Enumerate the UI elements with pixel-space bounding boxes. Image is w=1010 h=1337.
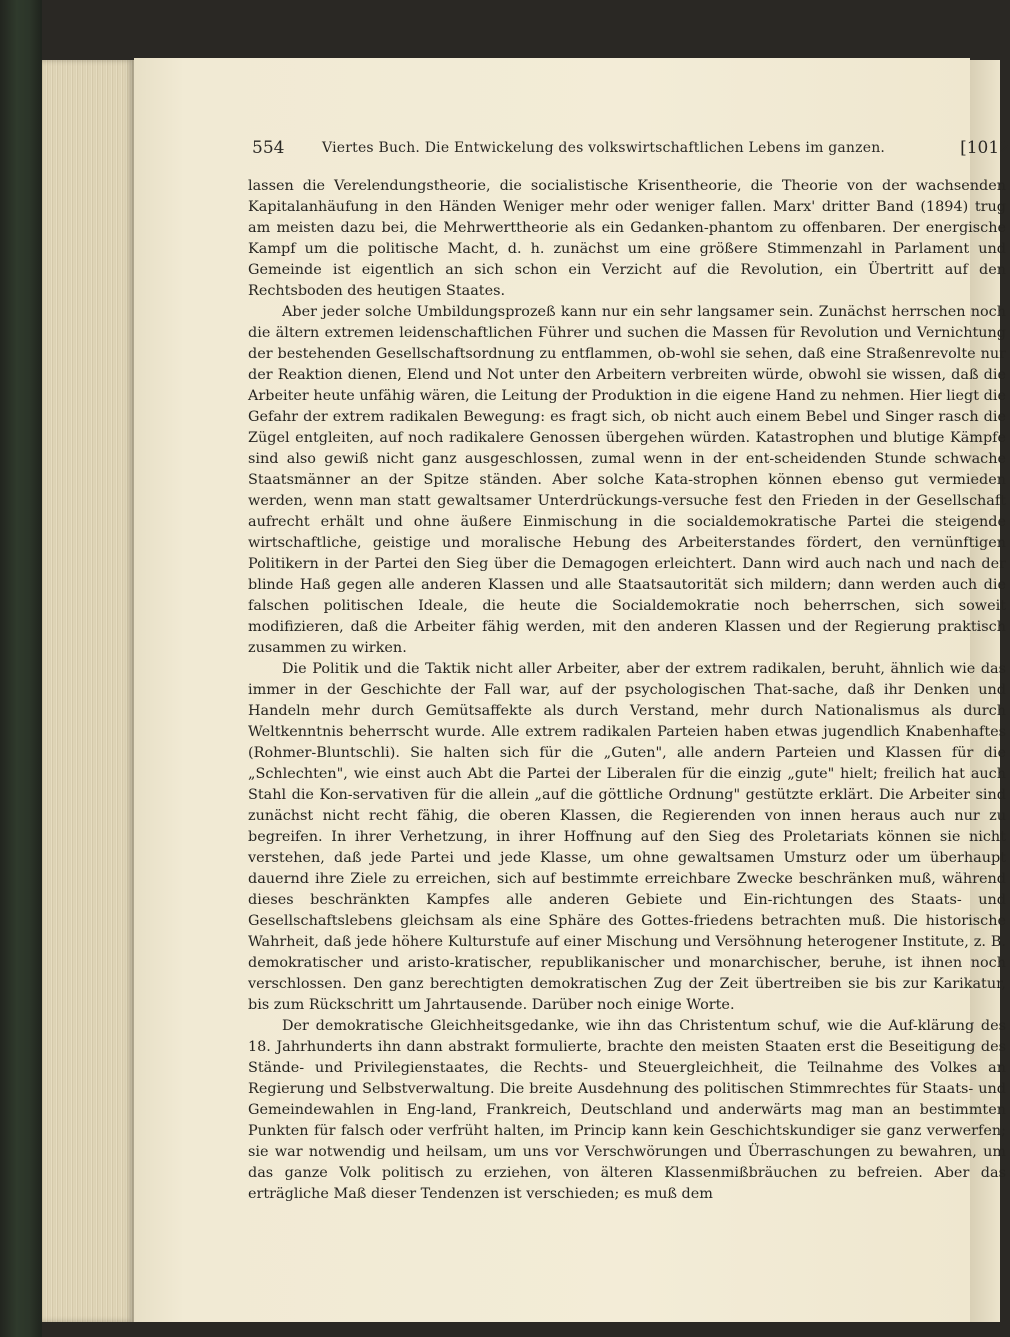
running-title: Viertes Buch. Die Entwickelung des volkswirtschaftlichen Lebens im ganzen. — [322, 140, 886, 156]
original-page-number: [1012 — [960, 138, 1010, 158]
page-number: 554 — [252, 138, 285, 158]
paragraph: Der demokratische Gleichheitsgedanke, wie ihn das Christentum schuf, wie die Auf-klärung des 18. Jahrhunderts ihn dann abstrakt formulierte, brachte den meisten Staaten erst die Beseitigung des Stände- und Privilegienstaates, die Rechts- und Steuergleichheit, die Teilnahme des Volkes an Regierung und Selbstverwaltung. Die breite Ausdehnung des politischen Stimmrechtes für Staats- und Gemeindewahlen in Eng-land, Frankreich, Deutschland und anderwärts mag man an bestimmten Punkten für falsch oder verfrüht halten, im Princip kann kein Geschichtskundiger sie ganz verwerfen; sie war notwendig und heilsam, um uns vor Verschwörungen und Überraschungen zu bewahren, um das ganze Volk politisch zu erziehen, von älteren Klassenmißbräuchen zu befreien. Aber das erträgliche Maß dieser Tendenzen ist verschieden; es muß dem — [248, 1018, 1006, 1202]
book-spine — [0, 0, 42, 1337]
page-edges — [42, 60, 134, 1322]
body-text — [248, 176, 1006, 1205]
book-page — [134, 58, 1010, 1322]
running-head — [252, 138, 1010, 166]
paragraph: Die Politik und die Taktik nicht aller Arbeiter, aber der extrem radikalen, beruht, ähnlich wie das immer in der Geschichte der Fall war, auf der psychologischen That-sache, daß ihr Denken und Handeln mehr durch Gemütsaffekte als durch Verstand, mehr durch Nationalismus als durch Weltkenntnis beherrscht wurde. Alle extrem radikalen Parteien haben etwas jugendlich Knabenhaftes (Rohmer-Bluntschli). Sie halten sich für die „Guten", alle andern Parteien und Klassen für die „Schlechten", wie einst auch Abt die Partei der Liberalen für die einzig „gute" hielt; freilich hat auch Stahl die Kon-servativen für die allein „auf die göttliche Ordnung" gestützte erklärt. Die Arbeiter sind zunächst nicht recht fähig, die oberen Klassen, die Regierenden von innen heraus auch nur zu begreifen. In ihrer Verhetzung, in ihrer Hoffnung auf den Sieg des Proletariats können sie nicht verstehen, daß jede Partei und jede Klasse, um ohne gewaltsamen Umsturz oder um überhaupt dauernd ihre Ziele zu erreichen, sich auf bestimmte erreichbare Zwecke beschränken muß, während dieses beschränkten Kampfes alle anderen Gebiete und Ein-richtungen des Staats- und Gesellschaftslebens gleichsam als eine Sphäre des Gottes-friedens betrachten muß. Die historische Wahrheit, daß jede höhere Kulturstufe auf einer Mischung und Versöhnung heterogener Institute, z. B. demokratischer und aristo-kratischer, republikanischer und monarchischer, beruhe, ist ihnen noch verschlossen. Den ganz berechtigten demokratischen Zug der Zeit übertreiben sie bis zur Karikatur, bis zum Rückschritt um Jahrtausende. Darüber noch einige Worte. — [248, 661, 1006, 1013]
paragraph: lassen die Verelendungstheorie, die socialistische Krisentheorie, die Theorie von der wachsenden Kapitalanhäufung in den Händen Weniger mehr oder weniger fallen. Marx' dritter Band (1894) trug am meisten dazu bei, die Mehrwerttheorie als ein Gedanken-phantom zu offenbaren. Der energische Kampf um die politische Macht, d. h. zunächst um eine größere Stimmenzahl in Parlament und Gemeinde ist eigentlich an sich schon ein Verzicht auf die Revolution, ein Übertritt auf den Rechtsboden des heutigen Staates. — [248, 178, 1006, 299]
paragraph: Aber jeder solche Umbildungsprozeß kann nur ein sehr langsamer sein. Zunächst herrschen noch die ältern extremen leidenschaftlichen Führer und suchen die Massen für Revolution und Vernichtung der bestehenden Gesellschaftsordnung zu entflammen, ob-wohl sie sehen, daß eine Straßenrevolte nur der Reaktion dienen, Elend und Not unter den Arbeitern verbreiten würde, obwohl sie wissen, daß die Arbeiter heute unfähig wären, die Leitung der Produktion in die eigene Hand zu nehmen. Hier liegt die Gefahr der extrem radikalen Bewegung: es fragt sich, ob nicht auch einem Bebel und Singer rasch die Zügel entgleiten, auf noch radikalere Genossen übergehen würden. Katastrophen und blutige Kämpfe sind also gewiß nicht ganz ausgeschlossen, zumal wenn in der ent-scheidenden Stunde schwache Staatsmänner an der Spitze ständen. Aber solche Kata-strophen können ebenso gut vermieden werden, wenn man statt gewaltsamer Unterdrückungs-versuche fest den Frieden in der Gesellschaft aufrecht erhält und ohne äußere Einmischung in die socialdemokratische Partei die steigende wirtschaftliche, geistige und moralische Hebung des Arbeiterstandes fördert, den vernünftigen Politikern in der Partei den Sieg über die Demagogen erleichtert. Dann wird auch nach und nach der blinde Haß gegen alle anderen Klassen und alle Staatsautorität sich mildern; dann werden auch die falschen politischen Ideale, die heute die Socialdemokratie noch beherrschen, sich soweit modifizieren, daß die Arbeiter fähig werden, mit den anderen Klassen und der Regierung praktisch zusammen zu wirken. — [248, 304, 1006, 656]
